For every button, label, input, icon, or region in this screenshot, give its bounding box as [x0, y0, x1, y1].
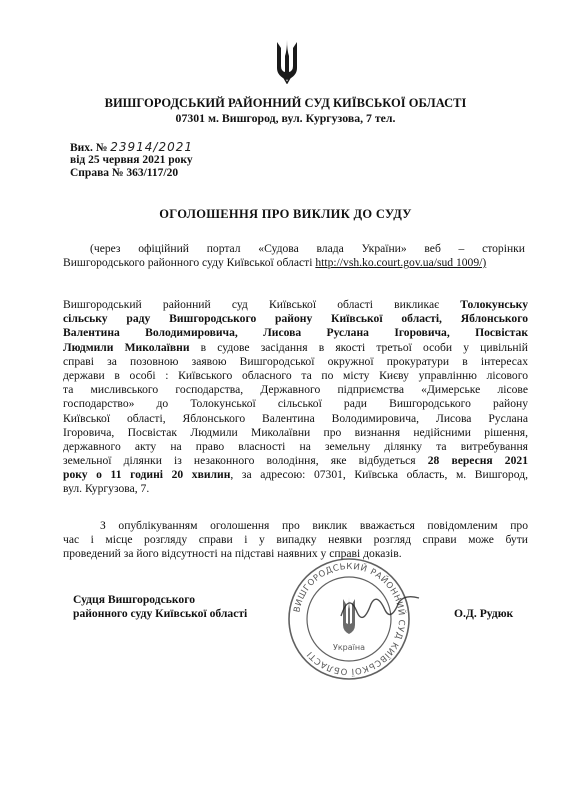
body-line: сільську раду Вишгородського району Київської області, Яблонського	[63, 312, 528, 326]
closing-line: проведений за його відсутності на підставі наявних у справі доказів.	[63, 547, 402, 561]
court-name: ВИШГОРОДСЬКИЙ РАЙОННИЙ СУД КИЇВСЬКОЇ ОБЛАСТІ	[104, 96, 467, 110]
body-line: Людмили Миколаївни в судове засідання в якості третьої особи у цивільній	[63, 340, 528, 354]
body-line: справі за позовною заявою Вишгородської окружної прокуратури в інтересах	[63, 354, 528, 368]
body-line: держави в особі : Київського обласного та по місту Києву управлінню лісового	[63, 368, 528, 382]
body-line: вул. Кургузова, 7.	[63, 482, 150, 496]
notice-title: ОГОЛОШЕННЯ ПРО ВИКЛИК ДО СУДУ	[159, 207, 412, 221]
handwritten-signature	[335, 586, 425, 631]
seal-country: Україна	[332, 643, 366, 652]
court-address: 07301 м. Вишгород, вул. Кургузова, 7 тел.	[175, 111, 396, 125]
portal-note-second	[63, 256, 528, 270]
closing-line: З опублікуванням оголошення про виклик вважається повідомленим про	[100, 519, 528, 532]
body-line: та мисливського господарства, Державного підприємства «Димерське лісове	[63, 383, 528, 397]
body-line: Київської області, Яблонського Валентина Володимировича, Лисова Руслана	[63, 411, 528, 425]
seal-ring-text: ВИШГОРОДСЬКИЙ РАЙОННИЙ СУД КИЇВСЬКОЇ ОБЛАСТІ	[292, 561, 407, 677]
body-line: земельної ділянки із незаконного володіння, яке відбудеться 28 вересня 2021	[63, 454, 528, 468]
body-line: Ігоровича, Посвістак Людмили Миколаївни про визнання недійсними рішення,	[63, 425, 528, 439]
portal-note	[90, 242, 525, 256]
document-date: від 25 червня 2021 року	[70, 154, 193, 166]
judge-role-line: Судця Вишгородського	[73, 593, 195, 606]
body-line: державного акту на право власності на земельну ділянку та витребування	[63, 439, 528, 453]
outgoing-label: Вих. №	[70, 142, 108, 154]
outgoing-number-line	[70, 141, 193, 155]
judge-role	[73, 593, 247, 621]
body-line: Валентина Володимировича, Лисова Руслана Ігоровича, Посвістак	[63, 326, 528, 340]
outgoing-number-handwritten: 23914/2021	[110, 140, 193, 154]
body-line: року о 11 годині 20 хвилин, за адресою: 07301, Київська область, м. Вишгород,	[63, 468, 528, 482]
case-number: Справа № 363/117/20	[70, 167, 179, 179]
notice-body	[63, 298, 528, 497]
court-website-link[interactable]: http://vsh.ko.court.gov.ua/sud 1009/)	[315, 256, 487, 269]
portal-note-line: (через офіційний портал «Судова влада України» веб – сторінки	[90, 242, 525, 255]
body-line: господарство» до Толокунської сільської ради Вишгородського району	[63, 397, 528, 411]
closing-line: час і місце розгляду справи і у випадку неявки розгляд справи може бути	[63, 533, 528, 547]
judge-name: О.Д. Рудюк	[454, 607, 514, 620]
judge-role-line: районного суду Київської області	[73, 607, 248, 620]
trident-emblem-icon	[274, 38, 300, 84]
body-line: Вишгородський районний суд Київської області викликає Толокунську	[63, 298, 528, 311]
portal-note-text: Вишгородського районного суду Київської області	[63, 256, 316, 269]
portal-note-line	[63, 256, 528, 270]
